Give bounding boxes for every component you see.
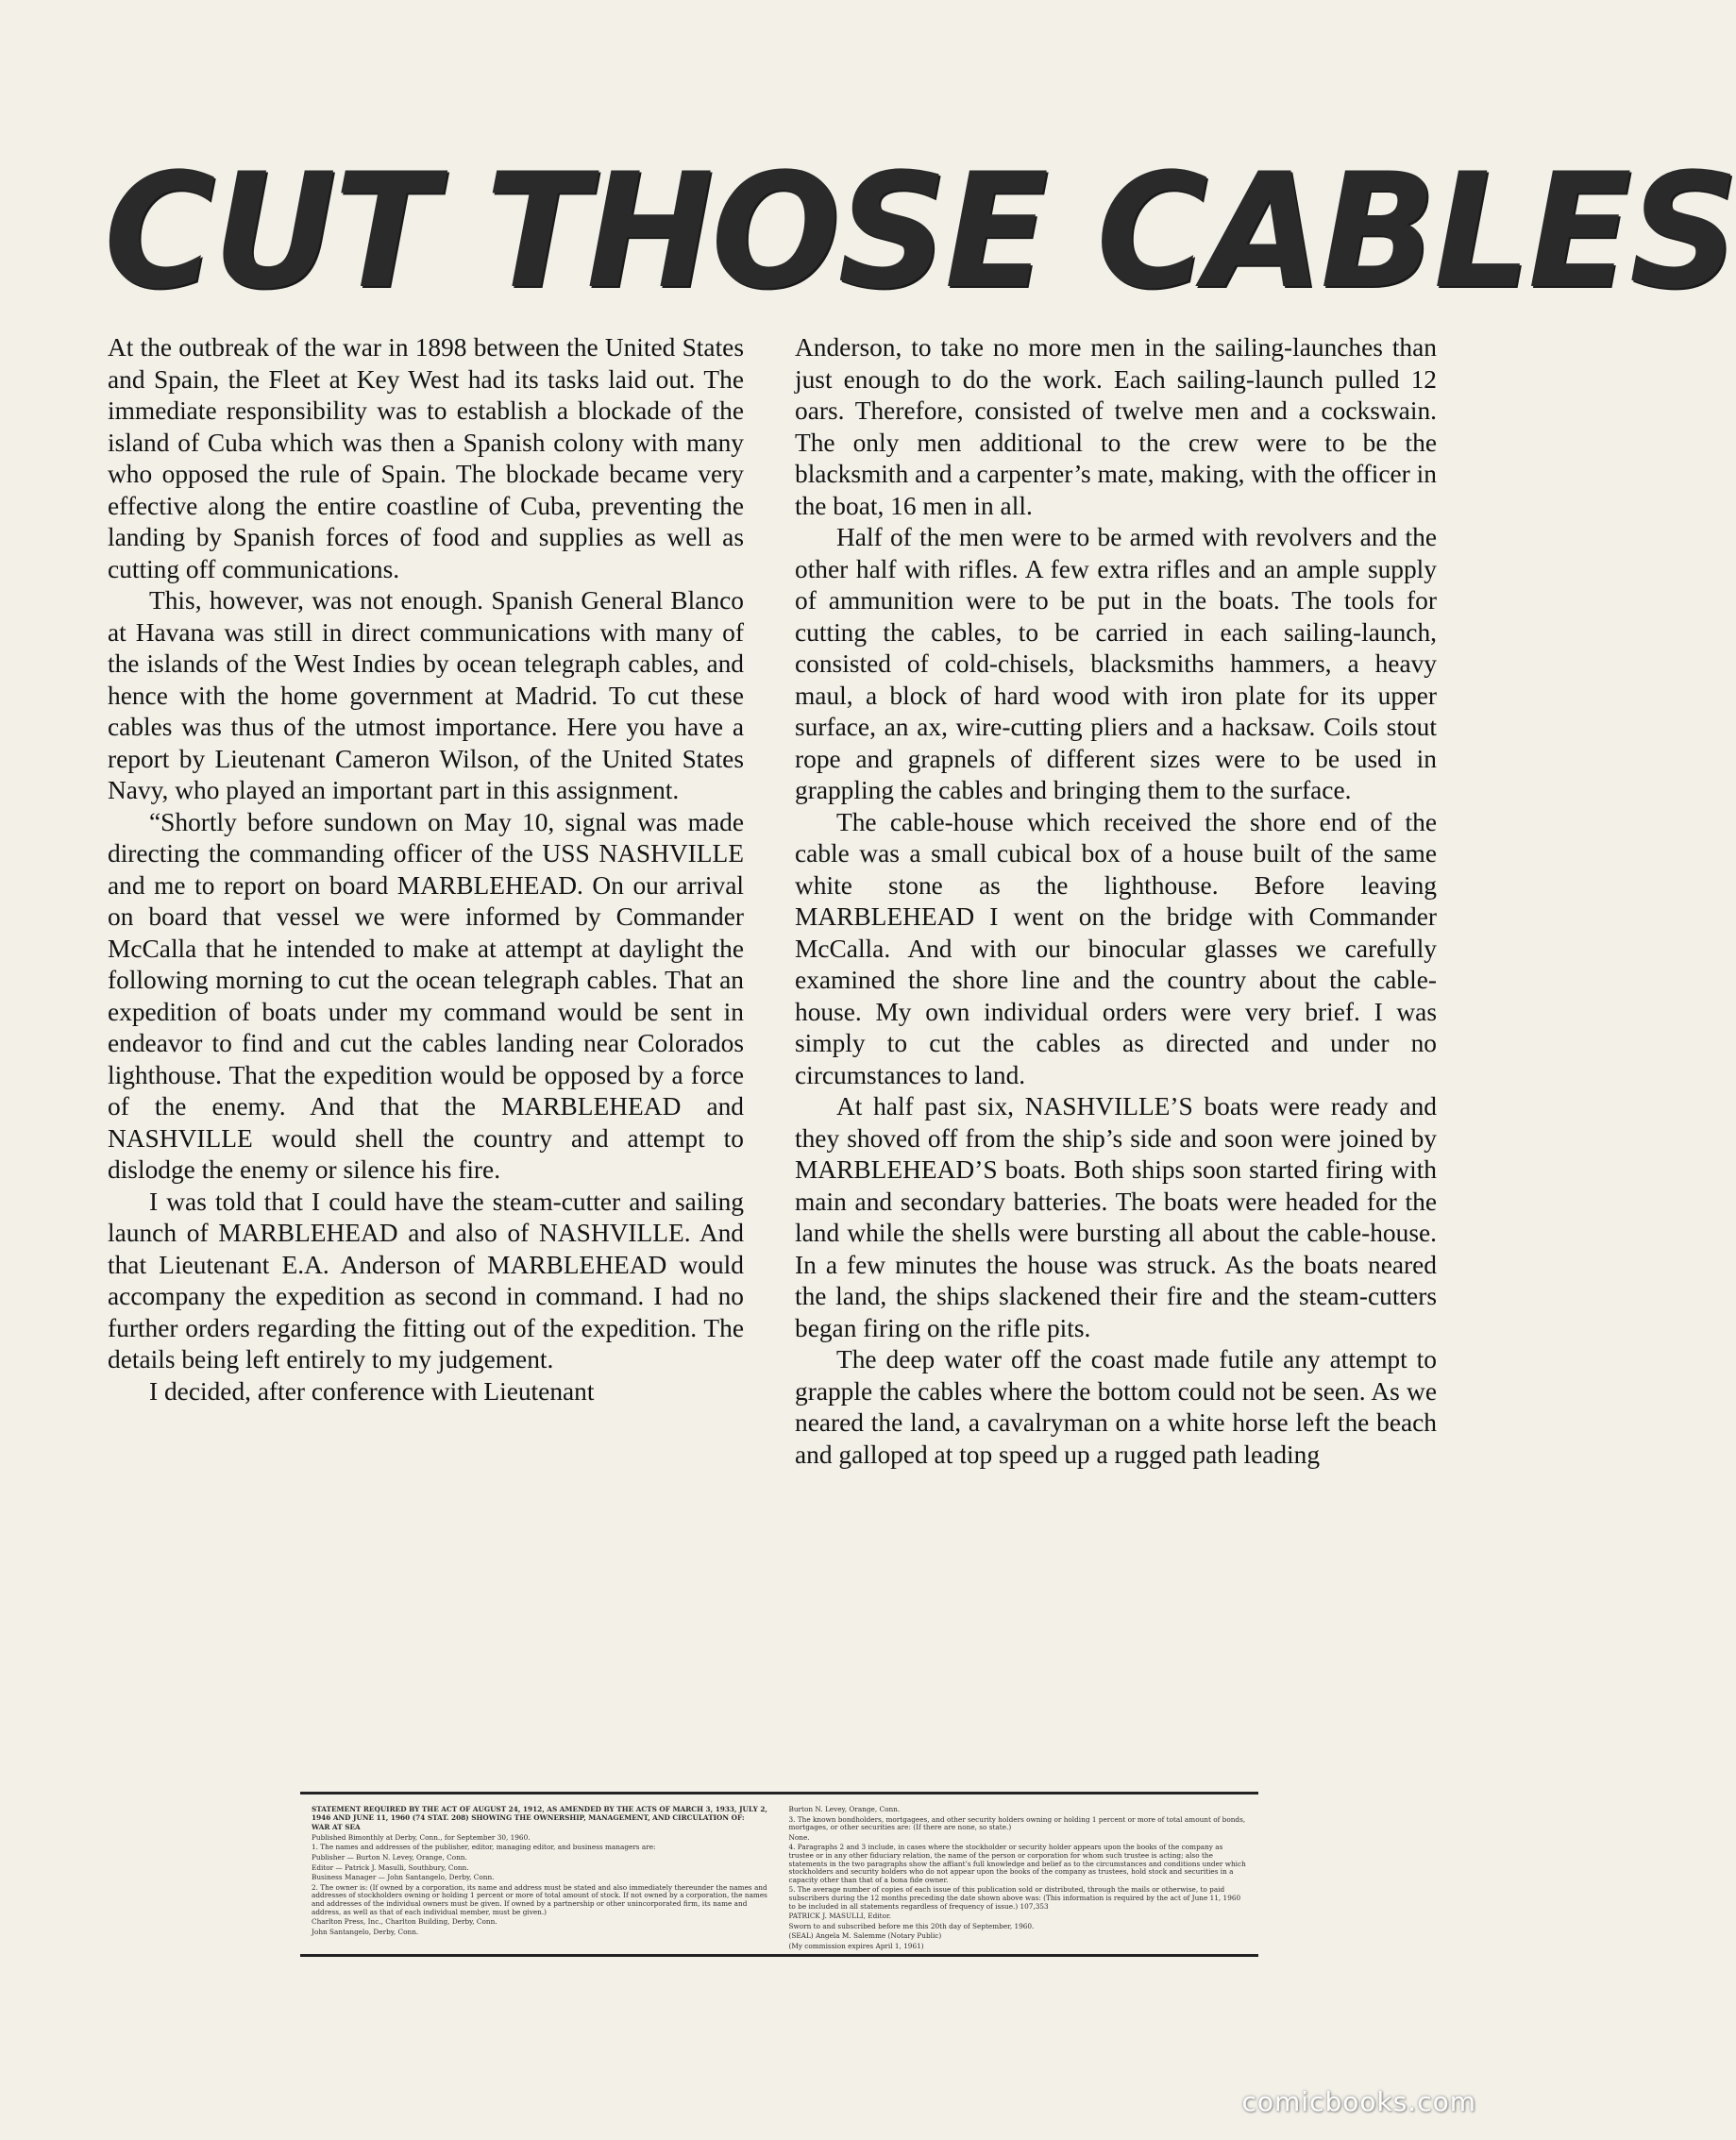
article-paragraph: “Shortly before sundown on May 10, signal was made directing the commanding officer of the USS NASHVILLE and me to report on board MARBLEHEAD. On our arrival on board that vessel we were informed by Commander McCalla that he intended to make at attempt at daylight the following morning to cut the ocean telegraph cables. That an expedition of boats under my command would be sent in endeavor to find and cut the cables landing near Colorados lighthouse. That the expedition would be opposed by a force of the enemy. And that the MARBLEHEAD and NASHVILLE would shell the country and attempt to dislodge the enemy or silence his fire. [108,807,744,1184]
article-right-column [795,332,1437,1744]
statement-line: 5. The average number of copies of each issue of this publication sold or distributed, through the mails or otherwise, to paid subscribers during the 12 months preceding the date shown above was: (This information is required by the act of June 11, 1960 to be included in all statements regardless of frequency of issue.) 107,353 [788,1885,1241,1911]
statement-line: John Santangelo, Derby, Conn. [312,1927,419,1936]
article-paragraph: This, however, was not enough. Spanish General Blanco at Havana was still in direct communications with many of the islands of the West Indies by ocean telegraph cables, and hence with the home government at Madrid. To cut these cables was thus of the utmost importance. Here you have a report by Lieutenant Cameron Wilson, of the United States Navy, who played an important part in this assignment. [108,586,744,804]
statement-line: PATRICK J. MASULLI, Editor. [788,1912,891,1921]
statement-title: WAR AT SEA [312,1823,361,1832]
site-watermark: comicbooks.com [1241,2086,1476,2117]
article-left-column [108,332,744,1744]
statement-line: None. [788,1832,810,1842]
statement-left-column [312,1806,772,1946]
statement-line: Publisher — Burton N. Levey, Orange, Conn. [312,1852,467,1862]
statement-line: Charlton Press, Inc., Charlton Building, Derby, Conn. [312,1917,497,1927]
article-paragraph: The cable-house which received the shore end of the cable was a small cubical box of a house built of the same white stone as the lighthouse. Before leaving MARBLEHEAD I went on the bridge with Commander McCalla. And with our binocular glasses we carefully examined the shore line and the country about the cable-house. My own individual orders were very brief. I was simply to cut the cables as directed and under no circumstances to land. [795,807,1437,1089]
article-paragraph: At the outbreak of the war in 1898 between the United States and Spain, the Fleet at Key West had its tasks laid out. The immediate responsibility was to establish a blockade of the island of Cuba which was then a Spanish colony with many who opposed the rule of Spain. The blockade became very effective along the entire coastline of Cuba, preventing the landing by Spanish forces of food and supplies as well as cutting off communications. [108,333,744,583]
statement-line: Sworn to and subscribed before me this 20th day of September, 1960. [788,1921,1035,1930]
statement-heading: STATEMENT REQUIRED BY THE ACT OF AUGUST 24, 1912, AS AMENDED BY THE ACTS OF MARCH 3, 1933, JULY 2, 1946 AND JUNE 11, 1960 (74 STAT. 208) SHOWING THE OWNERSHIP, MANAGEMENT, AND CIRCULATION OF: [312,1805,767,1822]
statement-line: 1. The names and addresses of the publisher, editor, managing editor, and business managers are: [312,1843,656,1852]
article-paragraph: The deep water off the coast made futile any attempt to grapple the cables where the bottom could not be seen. As we neared the land, a cavalryman on a white horse left the beach and galloped at top speed up a rugged path leading [795,1345,1437,1469]
statement-line: (SEAL) Angela M. Salemme (Notary Public) [788,1931,942,1941]
statement-line: 2. The owner is: (If owned by a corporation, its name and address must be stated and also immediately thereunder the names and addresses of stockholders owning or holding 1 percent or more of total amount of stock. If not owned by a corporation, the names and addresses of the individual owners must be given. If owned by a partnership or other unincorporated firm, its name and address, as well as that of each individual member, must be given.) [312,1882,767,1916]
article-paragraph: I was told that I could have the steam-cutter and sailing launch of MARBLEHEAD and also of NASHVILLE. And that Lieutenant E.A. Anderson of MARBLEHEAD would accompany the expedition as second in command. I had no further orders regarding the fitting out of the expedition. The details being left entirely to my judgement. [108,1187,744,1373]
statement-line: Burton N. Levey, Orange, Conn. [788,1805,901,1813]
article-paragraph: Half of the men were to be armed with revolvers and the other half with rifles. A few extra rifles and an ample supply of ammunition were to be put in the boats. The tools for cutting the cables, to be carried in each sailing-launch, consisted of cold-chisels, blacksmiths hammers, a heavy maul, a block of hard wood with iron plate for its upper surface, an ax, wire-cutting pliers and a hacksaw. Coils stout rope and grapnels of different sizes were to be used in grappling the cables and bringing them to the surface. [795,523,1437,804]
statement-line: Business Manager — John Santangelo, Derby, Conn. [312,1873,495,1882]
article-paragraph: I decided, after conference with Lieutenant [149,1376,595,1406]
statement-line: 4. Paragraphs 2 and 3 include, in cases where the stockholder or security holder appears upon the books of the company as trustee or in any other fiduciary relation, the name of the person or corporation for whom such trustee is acting; also the statements in the two paragraphs show the affiant’s full knowledge and belief as to the circumstances and conditions under which stockholders and security holders who do not appear upon the books of the company as trustees, hold stock and securities in a capacity other than that of a bona fide owner. [788,1843,1246,1884]
statement-right-column [788,1805,1250,1950]
statement-line: (My commission expires April 1, 1961) [788,1941,924,1950]
article-paragraph: Anderson, to take no more men in the sailing-launches than just enough to do the work. Each sailing-launch pulled 12 oars. Therefore, consisted of twelve men and a cockswain. The only men additional to the crew were to be the blacksmith and a carpenter’s mate, making, with the officer in the boat, 16 men in all. [795,333,1437,520]
headline: CUT THOSE CABLES [104,139,1736,324]
statement-line: 3. The known bondholders, mortgagees, and other security holders owning or holding 1 percent or more of total amount of bonds, mortgages, or other securities are: (If there are none, so state.) [788,1814,1246,1832]
statement-line: Editor — Patrick J. Masulli, Southbury, Conn. [312,1862,469,1872]
ownership-statement [300,1792,1258,1957]
article-paragraph: At half past six, NASHVILLE’S boats were ready and they shoved off from the ship’s side and soon were joined by MARBLEHEAD’S boats. Both ships soon started firing with main and secondary batteries. The boats were headed for the land while the shells were bursting all about the cable-house. In a few minutes the house was struck. As the boats neared the land, the ships slackened their fire and the steam-cutters began firing on the rifle pits. [795,1092,1437,1342]
statement-line: Published Bimonthly at Derby, Conn., for September 30, 1960. [312,1832,531,1842]
